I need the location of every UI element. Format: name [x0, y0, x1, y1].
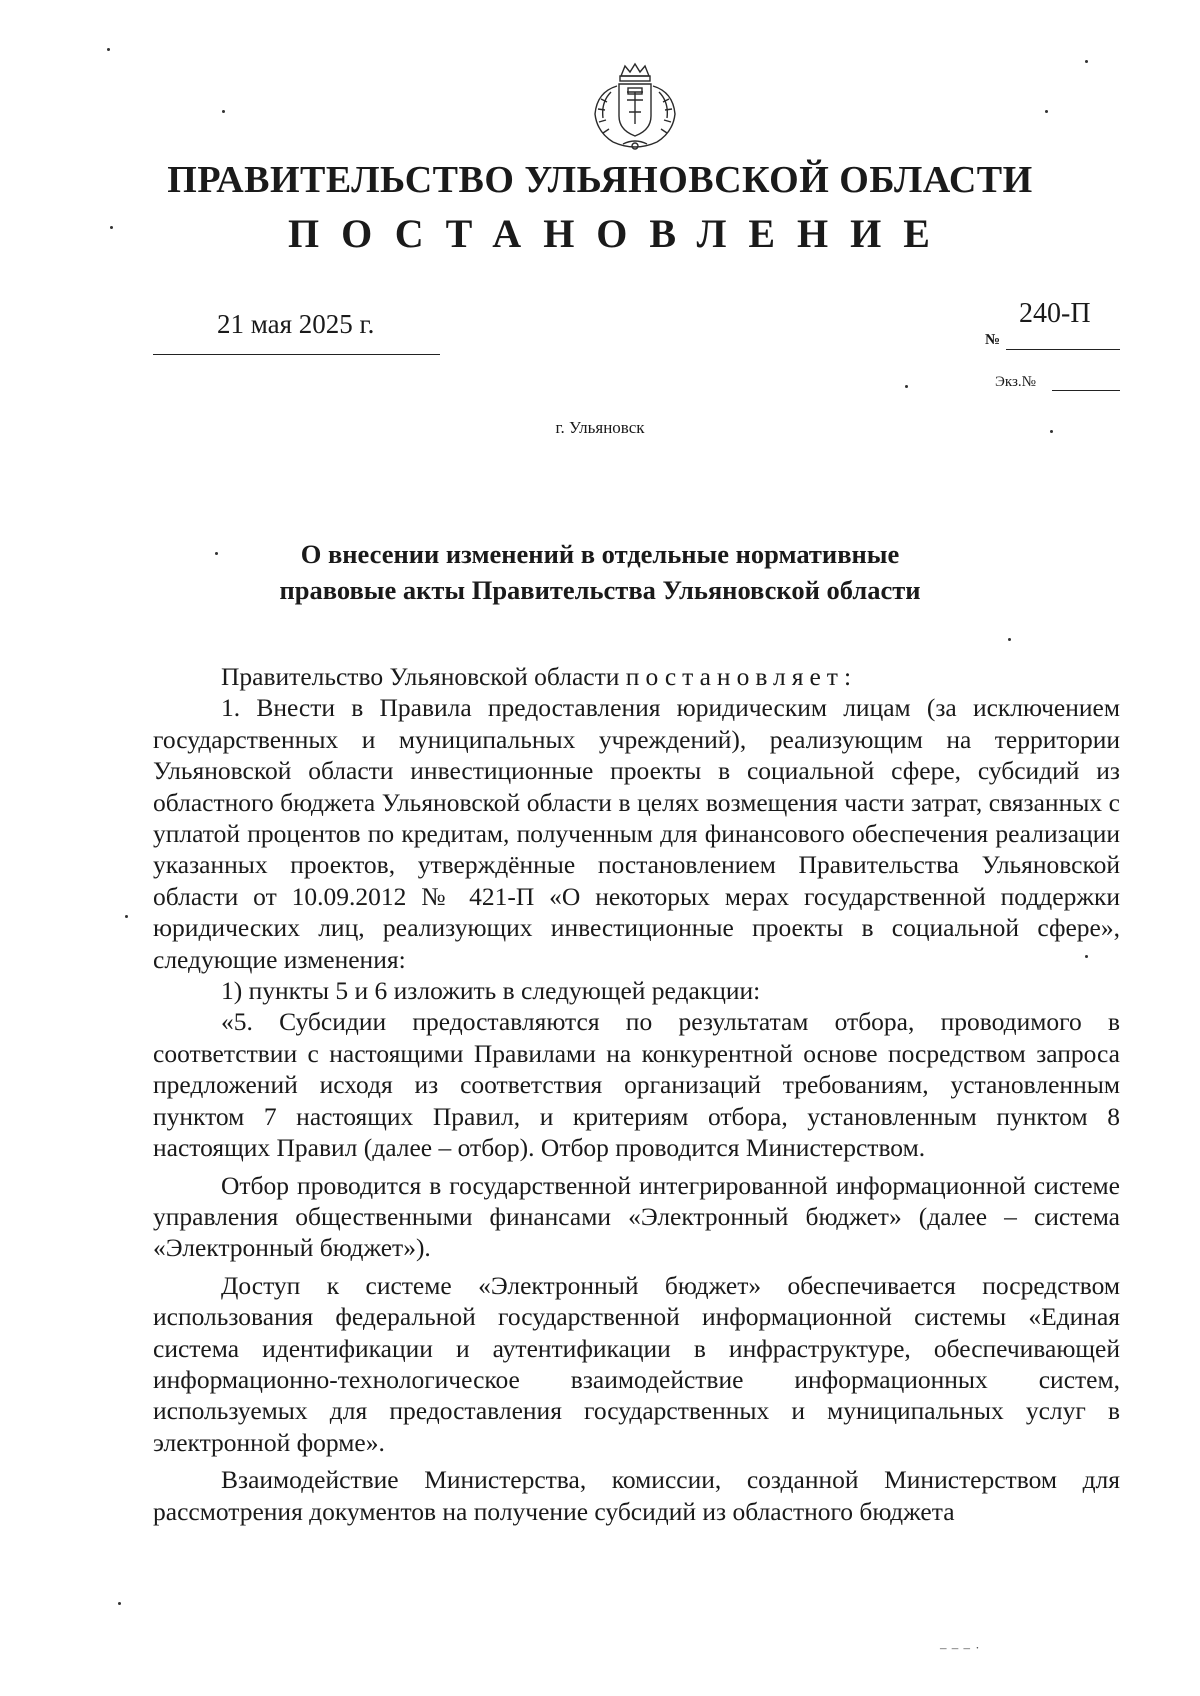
paragraph-selection-system: Отбор проводится в государственной интегрированной информационной системе управления общественными финансами «Электронный бюджет» (далее – система «Электронный бюджет»).	[153, 1170, 1120, 1263]
scan-mark: ‒ ‒ ‒ ·	[940, 1640, 981, 1655]
paragraph-interaction: Взаимодействие Министерства, комиссии, созданной Министерством для рассмотрения документов на получение субсидий из областного бюджета	[153, 1465, 1120, 1526]
organization-name: ПРАВИТЕЛЬСТВО УЛЬЯНОВСКОЙ ОБЛАСТИ	[167, 159, 1033, 201]
document-type: ПОСТАНОВЛЕНИЕ	[288, 211, 952, 256]
scan-speck	[125, 915, 128, 918]
title-line-2: правовые акты Правительства Ульяновской области	[279, 575, 921, 605]
paragraph-clause-5: «5. Субсидии предоставляются по результатам отбора, проводимого в соответствии с настоящими Правилами на конкурентной основе посредством запроса предложений исходя из соответствия организаций требованиям, установленным пунктом 7 настоящих Правил, и критериям отбора, установленным пунктом 8 настоящих Правил (далее – отбор). Отбор проводится Министерством.	[153, 1007, 1120, 1163]
document-number: 240-П	[1019, 298, 1091, 329]
scan-speck	[110, 226, 113, 229]
intro-decree-word: постановляет	[625, 662, 844, 691]
document-title	[200, 536, 1000, 608]
scan-speck	[1008, 638, 1011, 641]
date-underline	[153, 354, 440, 355]
paragraph-system-access: Доступ к системе «Электронный бюджет» обеспечивается посредством использования федеральной государственной информационной системы «Единая система идентификации и аутентификации в инфраструктуре, обеспечивающей информационно-технологическое взаимодействие информационных систем, используемых для предоставления государственных и муниципальных услуг в электронной форме».	[153, 1270, 1120, 1457]
scan-speck	[1085, 60, 1088, 63]
paragraph-subitem-1: 1) пункты 5 и 6 изложить в следующей редакции:	[221, 976, 761, 1006]
scan-speck	[222, 110, 225, 113]
copy-number-underline	[1052, 390, 1120, 391]
paragraph-item-1: 1. Внести в Правила предоставления юридическим лицам (за исключением государственных и муниципальных учреждений), реализующим на территории Ульяновской области инвестиционные проекты в социальной сфере, субсидий из областного бюджета Ульяновской области в целях возмещения части затрат, связанных с уплатой процентов по кредитам, полученным для финансового обеспечения реализации указанных проектов, утверждённые постановлением Правительства Ульяновской области от 10.09.2012 № 421-П «О некоторых мерах государственной поддержки юридических лиц, реализующих инвестиционные проекты в социальной сфере», следующие изменения:	[153, 693, 1120, 974]
scan-speck	[118, 1602, 121, 1605]
document-date: 21 мая 2025 г.	[217, 309, 375, 339]
scan-speck	[905, 385, 908, 388]
city: г. Ульяновск	[555, 418, 645, 437]
scan-speck	[215, 552, 218, 555]
scan-speck	[1045, 110, 1048, 113]
number-underline	[1006, 349, 1120, 350]
number-label: №	[985, 332, 1001, 348]
intro-colon: :	[843, 662, 852, 691]
copy-number-label: Экз.№	[995, 374, 1036, 390]
intro-text: Правительство Ульяновской области	[221, 662, 626, 691]
coat-of-arms-icon	[583, 62, 687, 154]
scan-speck	[1050, 430, 1053, 433]
scan-speck	[107, 48, 110, 51]
intro-paragraph	[153, 661, 1120, 692]
document-body	[153, 661, 1120, 1527]
title-line-1: О внесении изменений в отдельные нормативные	[300, 539, 900, 569]
scan-speck	[1085, 955, 1088, 958]
